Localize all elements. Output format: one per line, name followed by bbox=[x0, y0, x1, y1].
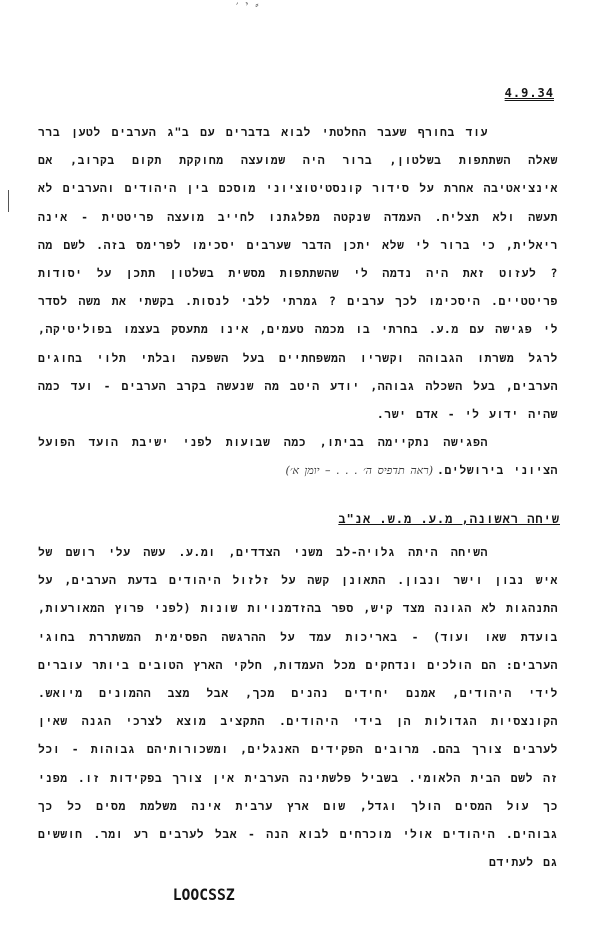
document-date: 4.9.34 bbox=[504, 86, 554, 100]
conversation-section bbox=[38, 538, 558, 876]
intro-paragraph: עוד בחורף שעבר החלטתי לבוא בדברים עם ב"ג הערבים לטען ברר שאלה השתתפות בשלטון, ברור היה שמועצה מחוקקת תקום בקרוב, אם אינציאטיבה אחרת על סידור קונסטיטוציוני מוסכם בין היהודים והערבים לא תעשה ולא תצליח. העמדה שנקטה מפלגתנו לחייב מועצה פריטטית - אינה ריאלית, כי ברור לי שלא יתכן הדבר שערבים יסכימו לפרימס בזה. לשם מה ? לעזוט זאת היה נדמה לי שהשתתפות מסשית בשלטון תתכן על יסודות פריטטיים. היסכימו לכך ערבים ? גמרתי ללבי לנסות. בקשתי את משה לסדר לי פגישה עם מ.ע. בחרתי בו מכמה טעמים, אינו מתעסק בעצמו בפוליטיקה, לרגל משרתו הגבוהה וקשריו המשפחתיים בעל השפעה ובלתי תלוי בחוגים הערבים, בעל השכלה גבוהה, יודע היטב מה שנעשה בקרב הערבים - ועד כמה שהיה ידוע לי - אדם ישר. bbox=[38, 125, 558, 422]
meeting-text: הפגישה נתקיימה בביתו, כמה שבועות לפני ישיבת הועד הפועל הציוני בירושלים. bbox=[38, 435, 558, 478]
margin-mark bbox=[8, 190, 9, 212]
intro-section bbox=[38, 118, 558, 486]
handwritten-note: (ראה תדפיס ה׳ . . . – יומן א׳) bbox=[285, 464, 433, 478]
meeting-paragraph bbox=[38, 428, 558, 485]
conversation-paragraph: השיחה היתה גלויה-לב משני הצדדים, ומ.ע. עשה עלי רושם של איש נבון וישר ונבון. התאונן קשה על זלזול היהודים בדעת הערבים, על התנהגות לא הגונה מצד קיש, ספר בהזדמנויות שונות (לפני פרוץ המאורעות, בועדת שאו ועוד) - באריכות עמד על ההרגשה הפסימית המשתררת בחוגי הערבים: הם הולכים ונדחקים מכל העמדות, חלקי הארץ הטובים ביותר עוברים לידי היהודים, אמנם יחידים נהנים מכך, אבל מצב ההמונים מיואש. הקונצסיות הגדולות הן בידי היהודים. התקציב מוצא לצרכי הגנה שאין לערבים צורך בהם. מרובים הפקידים האנגלים, ומשכורותיהם גבוהות - וכל זה לשם הבית הלאומי. בשביל פלשתינה הערבית אין צורך בפקידות זו. מפני כך עול המסים הולך וגדל, שום ארץ ערבית אינה משלמת מסים כל כך גבוהים. היהודים אולי מוכרחים לבוא הנה - אבל לערבים רע ומר. חוששים גם לעתידם bbox=[38, 545, 558, 870]
archive-stamp-number: LOOCSSZ bbox=[172, 885, 235, 904]
top-handwritten-mark: י ׳ ⸗ bbox=[236, 0, 261, 11]
section-heading: שיחה ראשונה, מ.ע. מ.ש. אנ"ב bbox=[338, 512, 560, 526]
